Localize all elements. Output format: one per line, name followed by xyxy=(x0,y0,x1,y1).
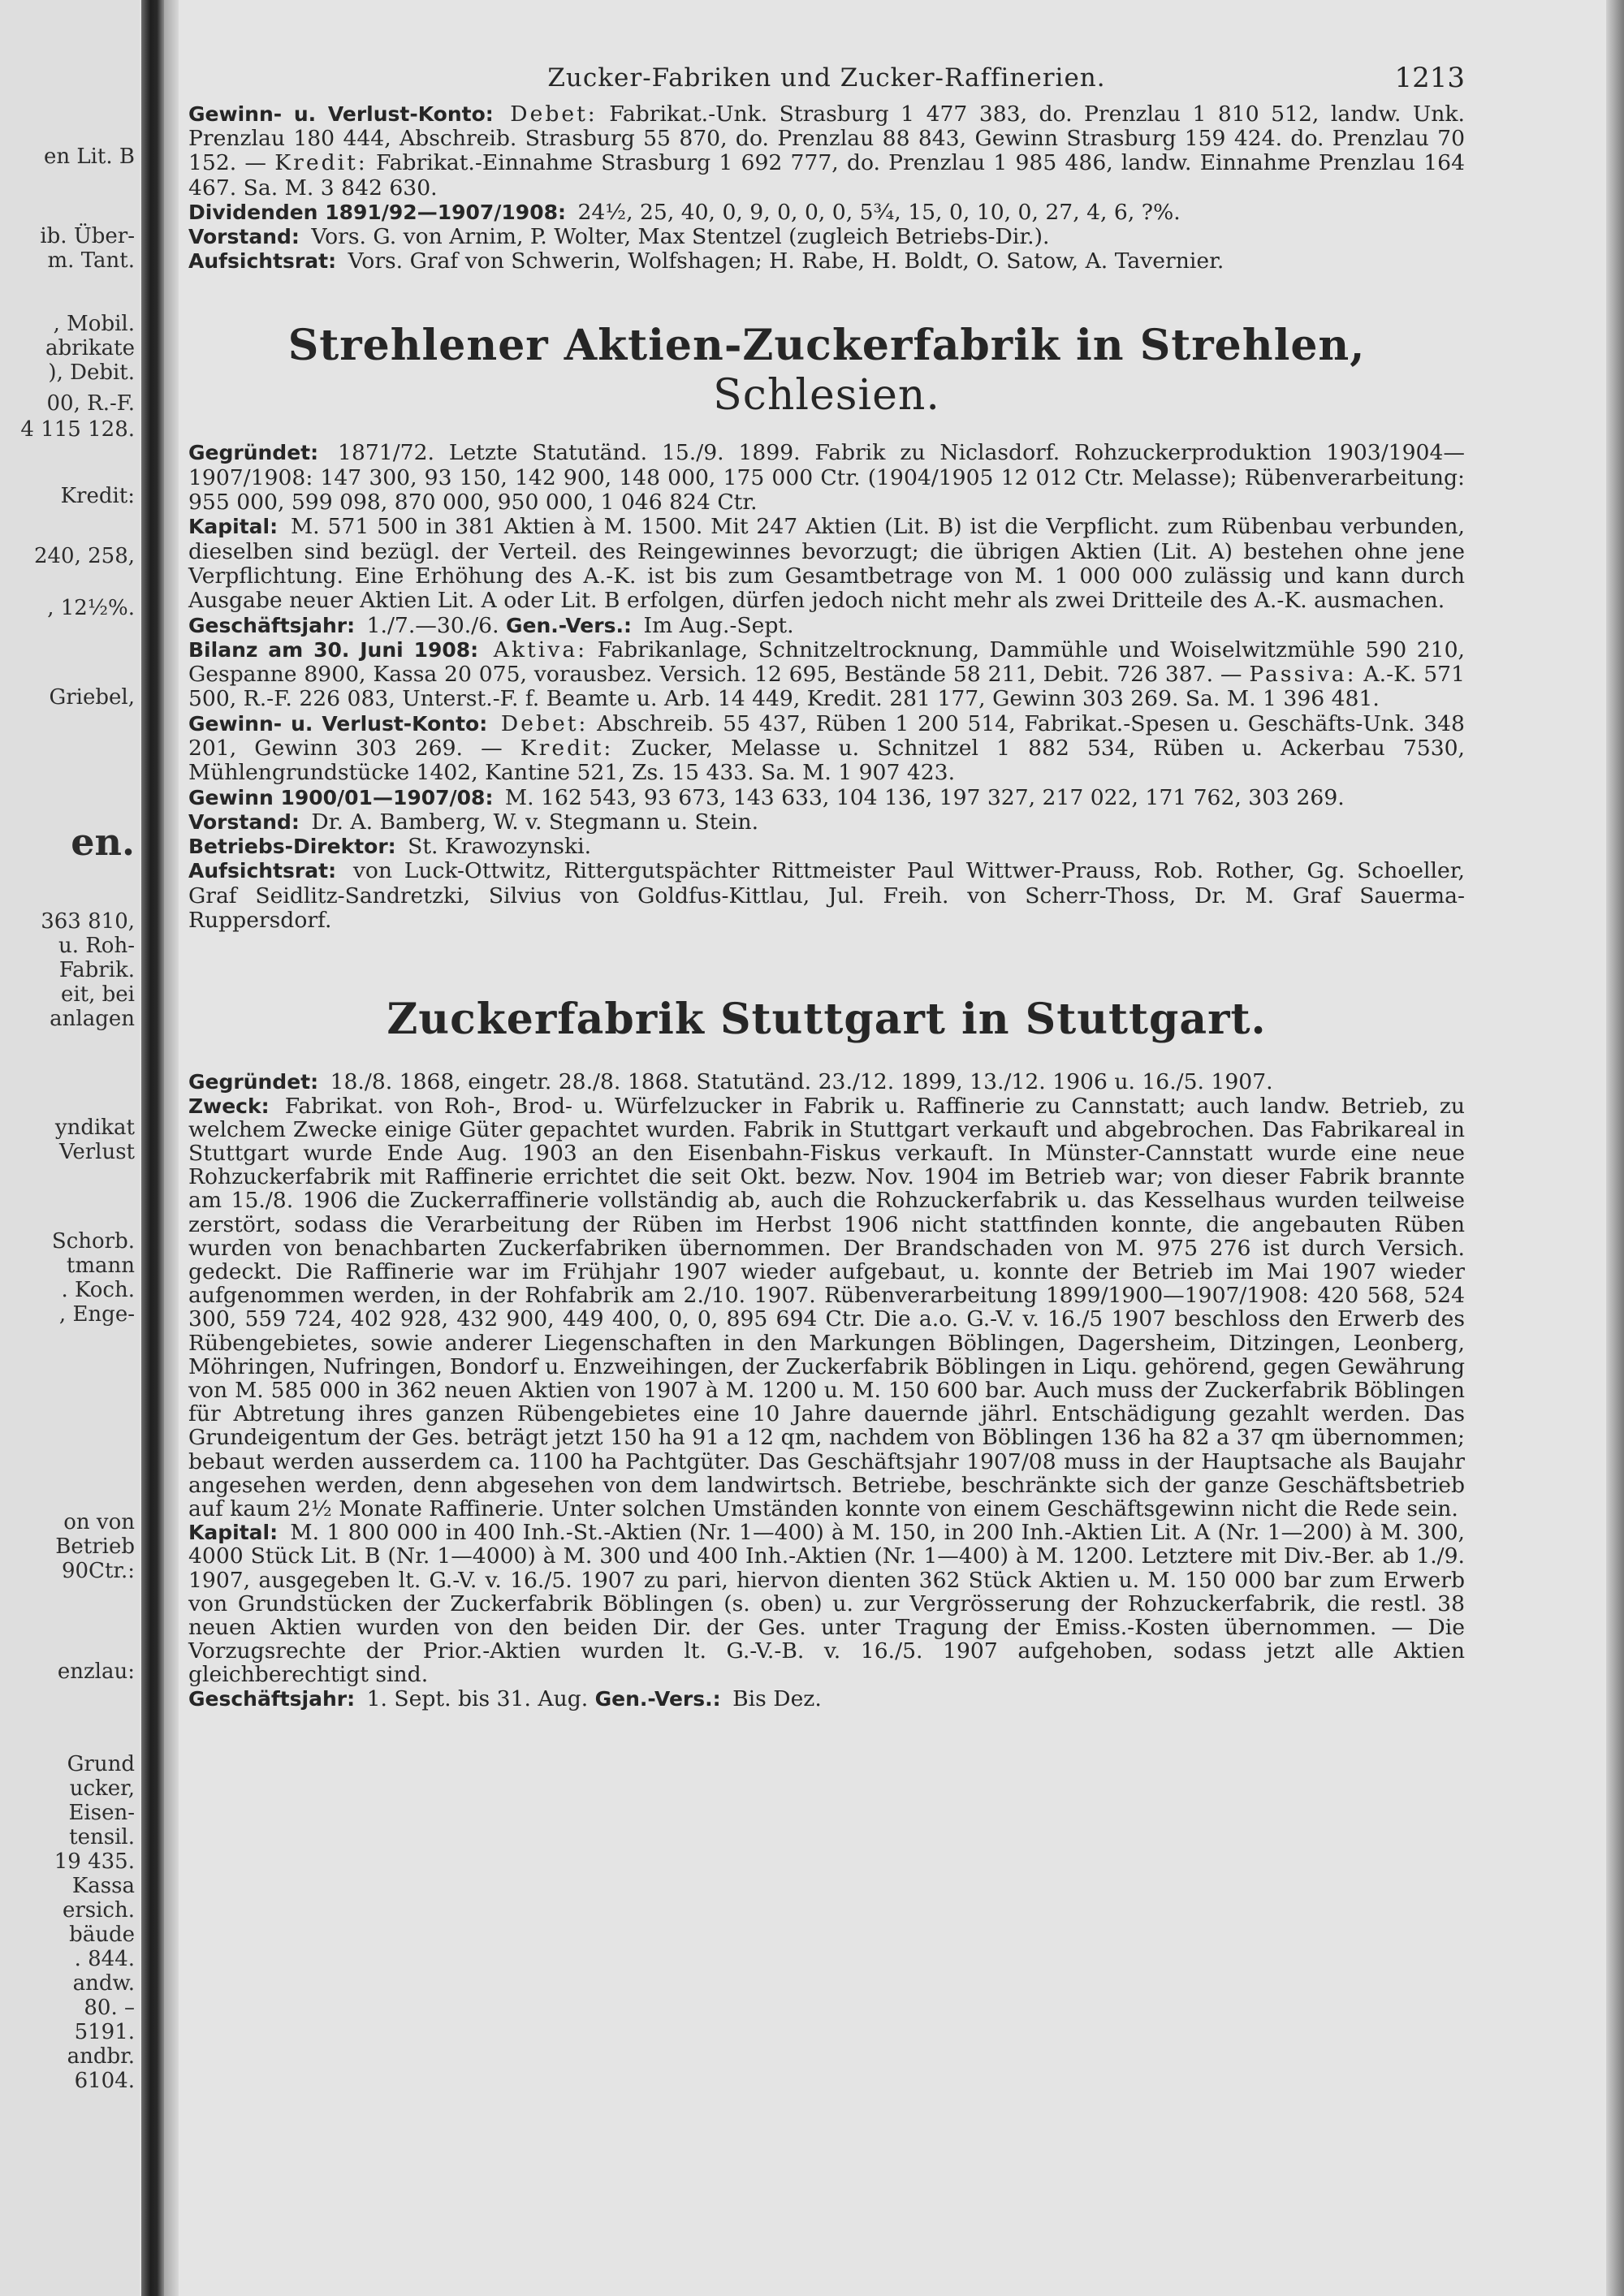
entry-stuttgart xyxy=(188,995,1465,1710)
book-gutter-highlight xyxy=(164,0,179,2296)
field-label: Kapital: xyxy=(188,515,279,539)
left-page-fragment: Verlust xyxy=(58,1140,135,1164)
entry-heading xyxy=(188,321,1465,420)
left-page-fragment: andw. xyxy=(72,1971,135,1996)
aktiva-label: Aktiva: xyxy=(493,637,588,662)
kapital-paragraph xyxy=(188,515,1465,613)
document-page xyxy=(188,57,1465,1711)
left-page-fragment: ersich. xyxy=(62,1898,135,1923)
adjacent-left-page xyxy=(0,0,140,2296)
field-text: 18./8. 1868, eingetr. 28./8. 1868. Statutänd. 23./12. 1899, 13./12. 1906 u. 16./5. 1907. xyxy=(330,1069,1273,1095)
left-page-fragment: Eisen- xyxy=(68,1801,135,1825)
betriebs-direktor-paragraph xyxy=(188,835,1465,859)
left-page-fragment: 19 435. xyxy=(54,1849,135,1874)
geschaeftsjahr-paragraph xyxy=(188,614,1465,638)
book-gutter-shadow xyxy=(141,0,164,2296)
field-label: Gegründet: xyxy=(188,441,319,465)
left-page-fragment: ib. Über- xyxy=(40,224,135,248)
field-text: M. 1 800 000 in 400 Inh.-St.-Aktien (Nr. 1—400) à M. 150, in 200 Inh.-Aktien Lit. A (Nr. 1—200) à M. 300, 4000 Stück Lit. B (Nr. 1—4000) à M. 300 und 400 Inh.-Aktien (Nr. 1—400) à M. 1200. Letztere mit Div.-Ber. ab 1./9. 1907, ausgegeben lt. G.-V. v. 16./5. 1907 zu pari, hiervon dienten 362 Stück Aktien u. M. 150 000 bar zum Erwerb von Grundstücken der Zuckerfabrik Böblingen (s. oben) u. zur Vergrösserung der Rohzuckerfabrik, die restl. 38 neuen Aktien wurden von den beiden Dir. der Ges. unter Tragung der Emiss.-Kosten übernommen. — Die Vorzugsrechte der Prior.-Aktien wurden lt. G.-V.-B. v. 16./5. 1907 aufgehoben, sodass jetzt alle Aktien gleichberechtigt sind. xyxy=(188,1520,1465,1688)
left-page-fragment: tensil. xyxy=(69,1825,135,1849)
previous-entry-continuation xyxy=(188,102,1465,274)
field-label: Vorstand: xyxy=(188,225,300,249)
gewinn-paragraph xyxy=(188,786,1465,810)
field-text: Vors. G. von Arnim, P. Wolter, Max Stentzel (zugleich Betriebs-Dir.). xyxy=(311,224,1050,250)
kredit-label: Kredit: xyxy=(274,150,368,176)
field-label: Betriebs-Direktor: xyxy=(188,835,396,859)
vorstand-paragraph xyxy=(188,225,1465,249)
left-page-fragment: m. Tant. xyxy=(47,248,135,273)
left-page-fragment: bäude xyxy=(69,1923,135,1947)
dividenden-paragraph xyxy=(188,201,1465,225)
field-label: Dividenden 1891/92—1907/1908: xyxy=(188,200,566,224)
left-page-fragment: yndikat xyxy=(54,1116,135,1140)
left-page-fragment: 5191. xyxy=(74,2020,135,2044)
page-right-edge xyxy=(1606,0,1624,2296)
left-page-fragment: anlagen xyxy=(50,1007,135,1031)
field-text: Vors. Graf von Schwerin, Wolfshagen; H. Rabe, H. Boldt, O. Satow, A. Tavernier. xyxy=(348,248,1224,274)
left-page-fragment: 240, 258, xyxy=(33,544,135,568)
page-number: 1213 xyxy=(1394,62,1465,94)
field-text: 1./7.—30./6. xyxy=(366,612,499,638)
left-page-fragment: 00, R.-F. xyxy=(46,391,135,416)
field-label: Zweck: xyxy=(188,1094,270,1118)
field-text: Fabrikat.-Einnahme Strasburg 1 692 777, do. Prenzlau 1 985 486, landw. Einnahme Prenzlau 164 467. Sa. M. 3 842 630. xyxy=(188,150,1465,201)
left-page-fragment: Kredit: xyxy=(60,484,135,508)
gewinn-verlust-konto-paragraph xyxy=(188,712,1465,786)
debet-label: Debet: xyxy=(510,101,598,127)
field-text: Fabrikat.-Unk. Strasburg 1 477 383, do. Prenzlau 1 810 512, landw. Unk. Prenzlau 180 444, Abschreib. Strasburg 55 870, do. Prenzlau 88 843, Gewinn Strasburg 159 424. do. Prenzlau 70 152. — xyxy=(188,101,1465,176)
field-text: Bis Dez. xyxy=(732,1685,822,1711)
field-text: Abschreib. 55 437, Rüben 1 200 514, Fabrikat.-Spesen u. Geschäfts-Unk. 348 201, Gewinn 303 269. — xyxy=(188,710,1465,761)
left-page-fragment: Kassa xyxy=(71,1874,135,1898)
left-page-fragment: Grund xyxy=(67,1752,135,1776)
left-page-fragment: 80. – xyxy=(84,1996,135,2020)
left-page-fragment: . 844. xyxy=(74,1947,135,1971)
field-label: Aufsichtsrat: xyxy=(188,249,337,274)
field-label: Kapital: xyxy=(188,1521,279,1545)
field-label: Geschäftsjahr: xyxy=(188,613,356,637)
running-head xyxy=(188,57,1465,102)
field-text: Fabrikat. von Roh-, Brod- u. Würfelzucker in Fabrik u. Raffinerie zu Cannstatt; auch landw. Betrieb, zu welchem Zwecke einige Güter gepachtet wurden. Fabrik in Stuttgart verkauft und abgebrochen. Das Fabrikareal in Stuttgart wurde Ende Aug. 1903 an den Eisenbahn-Fiskus verkauft. In Münster-Cannstatt wurde eine neue Rohzuckerfabrik mit Raffinerie errichtet die seit Okt. bezw. Nov. 1904 im Betrieb war; von dieser Fabrik brannte am 15./8. 1906 die Zuckerraffinerie vollständig ab, auch die Rohzuckerfabrik u. das Kesselhaus wurden teilweise zerstört, sodass die Verarbeitung der Rüben im Herbst 1906 nicht stattfinden konnte, die angebauten Rüben wurden von benachbarten Zuckerfabriken übernommen. Der Brandschaden von M. 975 276 ist durch Versich. gedeckt. Die Raffinerie war im Frühjahr 1907 wieder aufgebaut, u. konnte der Betrieb im Mai 1907 wieder aufgenommen werden, in der Rohfabrik am 2./10. 1907. Rübenverarbeitung 1899/1900—1907/1908: 420 568, 524 300, 559 724, 402 928, 432 900, 449 400, 0, 0, 895 694 Ctr. Die a.o. G.-V. v. 16./5 1907 beschloss den Erwerb des Rübengebietes, sowie anderer Liegenschaften in den Markungen Böblingen, Dagersheim, Ditzingen, Leonberg, Möhringen, Nufringen, Bondorf u. Enzweihingen, der Zuckerfabrik Böblingen in Liqu. gehörend, gegen Gewährung von M. 585 000 in 362 neuen Aktien von 1907 à M. 1200 u. M. 150 600 bar. Auch muss der Zuckerfabrik Böblingen für Abtretung ihres ganzen Rübengebietes eine 10 Jahre dauernde jährl. Entschädigung gezahlt werden. Das Grundeigentum der Ges. beträgt jetzt 150 ha 91 a 12 qm, nachdem von Böblingen 136 ha 82 a 37 qm übernommen; bebaut werden ausserdem ca. 1100 ha Pachtgüter. Das Geschäftsjahr 1907/08 muss in der Hauptsache als Baujahr angesehen werden, denn abgesehen von dem landwirtsch. Betriebe, beschränkte sich der ganze Geschäftsbetrieb auf kaum 2½ Monate Raffinerie. Unter solchen Umständen konnte von einem Geschäftsgewinn nicht die Rede sein. xyxy=(188,1093,1465,1522)
debet-label: Debet: xyxy=(500,710,589,736)
field-label: Vorstand: xyxy=(188,809,300,834)
field-text: 1. Sept. bis 31. Aug. xyxy=(366,1685,589,1711)
entry-heading-text: Strehlener Aktien-Zuckerfabrik in Strehlen, xyxy=(287,321,1366,371)
left-page-fragment: 363 810, xyxy=(41,909,135,934)
field-label: Gewinn- u. Verlust-Konto: xyxy=(188,711,488,736)
field-label: Aufsichtsrat: xyxy=(188,859,337,883)
left-page-fragment: Betrieb xyxy=(55,1534,135,1559)
gewinn-verlust-konto-paragraph xyxy=(188,102,1465,201)
field-label: Gen.-Vers.: xyxy=(594,1686,721,1711)
left-page-fragment: tmann xyxy=(66,1254,135,1278)
field-text: M. 571 500 in 381 Aktien à M. 1500. Mit 247 Aktien (Lit. B) ist die Verpflicht. zum Rübenbau verbunden, dieselben sind bezügl. der Verteil. des Reingewinnes bevorzugt; die übrigen Aktien (Lit. A) bestehen ohne jene Verpflichtung. Eine Erhöhung des A.-K. ist bis zum Gesamtbetrage von M. 1 000 000 zulässig und kann durch Ausgabe neuer Aktien Lit. A oder Lit. B erfolgen, dürfen jedoch nicht mehr als zwei Dritteile des A.-K. ausmachen. xyxy=(188,514,1465,614)
left-page-fragment: , 12½%. xyxy=(47,596,135,620)
field-text: Zucker, Melasse u. Schnitzel 1 882 534, Rüben u. Ackerbau 7530, Mühlengrundstücke 1402, Kantine 521, Zs. 15 433. Sa. M. 1 907 423. xyxy=(188,735,1465,786)
left-page-fragment: 4 115 128. xyxy=(20,417,135,442)
passiva-label: Passiva: xyxy=(1249,662,1357,688)
left-page-fragment: ), Debit. xyxy=(48,360,135,385)
left-page-fragment: ucker, xyxy=(69,1776,135,1801)
field-text: A.-K. 571 500, R.-F. 226 083, Unterst.-F. f. Beamte u. Arb. 14 449, Kredit. 281 177, Gewinn 303 269. Sa. M. 1 396 481. xyxy=(188,662,1465,712)
left-page-fragment: 6104. xyxy=(74,2069,135,2093)
aufsichtsrat-paragraph xyxy=(188,249,1465,274)
left-page-fragment: u. Roh- xyxy=(58,934,135,958)
entry-strehlener xyxy=(188,321,1465,933)
entry-heading: Zuckerfabrik Stuttgart in Stuttgart. xyxy=(387,995,1267,1045)
left-page-fragment: Fabrik. xyxy=(58,958,135,982)
field-label: Gewinn- u. Verlust-Konto: xyxy=(188,102,494,126)
geschaeftsjahr-paragraph xyxy=(188,1687,1465,1711)
left-page-fragment: en. xyxy=(71,820,135,864)
left-page-fragment: en Lit. B xyxy=(43,145,135,169)
aufsichtsrat-paragraph xyxy=(188,859,1465,933)
left-page-fragment: abrikate xyxy=(45,336,135,360)
gegruendet-paragraph xyxy=(188,1070,1465,1094)
left-page-fragment: eit, bei xyxy=(60,982,135,1007)
left-page-fragment: 90Ctr.: xyxy=(61,1559,135,1583)
field-label: Geschäftsjahr: xyxy=(188,1686,356,1711)
field-text: M. 162 543, 93 673, 143 633, 104 136, 197 327, 217 022, 171 762, 303 269. xyxy=(504,784,1345,810)
gegruendet-paragraph xyxy=(188,441,1465,515)
field-text: von Luck-Ottwitz, Rittergutspächter Rittmeister Paul Wittwer-Prauss, Rob. Rother, Gg. Schoeller, Graf Seidlitz-Sandretzki, Silvius von Goldfus-Kittlau, Jul. Freih. von Scherr-Thoss, Dr. M. Graf Sauerma-Ruppersdorf. xyxy=(188,858,1465,934)
field-text: Im Aug.-Sept. xyxy=(643,612,794,638)
left-page-fragment: , Mobil. xyxy=(53,312,135,336)
left-page-fragment: Griebel, xyxy=(49,685,135,710)
field-text: St. Krawozynski. xyxy=(408,834,592,860)
entry-heading-suffix: Schlesien. xyxy=(713,371,940,421)
field-text: Fabrikanlage, Schnitzeltrocknung, Dammühle und Woiselwitzmühle 590 210, Gespanne 8900, Kassa 20 075, vorausbez. Versich. 12 695, Bestände 58 211, Debit. 726 387. — xyxy=(188,637,1465,688)
field-label: Gewinn 1900/01—1907/08: xyxy=(188,785,494,809)
left-page-fragment: Schorb. xyxy=(51,1229,135,1254)
kapital-paragraph xyxy=(188,1521,1465,1686)
vorstand-paragraph xyxy=(188,810,1465,835)
left-page-fragment: enzlau: xyxy=(57,1659,135,1684)
left-page-fragment: . Koch. xyxy=(61,1278,135,1302)
field-label: Bilanz am 30. Juni 1908: xyxy=(188,637,479,662)
field-text: 1871/72. Letzte Statutänd. 15./9. 1899. Fabrik zu Niclasdorf. Rohzuckerproduktion 1903/1904—1907/1908: 147 300, 93 150, 142 900, 148 000, 175 000 Ctr. (1904/1905 12 012 Ctr. Melasse); Rübenverarbeitung: 955 000, 599 098, 870 000, 950 000, 1 046 824 Ctr. xyxy=(188,440,1465,516)
field-label: Gen.-Vers.: xyxy=(506,613,632,637)
left-page-fragment: on von xyxy=(63,1510,135,1534)
field-text: 24½, 25, 40, 0, 9, 0, 0, 0, 5¾, 15, 0, 10, 0, 27, 4, 6, ?%. xyxy=(577,199,1181,225)
bilanz-paragraph xyxy=(188,638,1465,712)
running-title: Zucker-Fabriken und Zucker-Raffinerien. xyxy=(547,63,1106,93)
field-text: Dr. A. Bamberg, W. v. Stegmann u. Stein. xyxy=(311,809,759,835)
kredit-label: Kredit: xyxy=(520,735,614,761)
field-label: Gegründet: xyxy=(188,1070,319,1094)
left-page-fragment: andbr. xyxy=(67,2044,135,2069)
zweck-paragraph xyxy=(188,1094,1465,1521)
left-page-fragment: , Enge- xyxy=(58,1302,135,1327)
